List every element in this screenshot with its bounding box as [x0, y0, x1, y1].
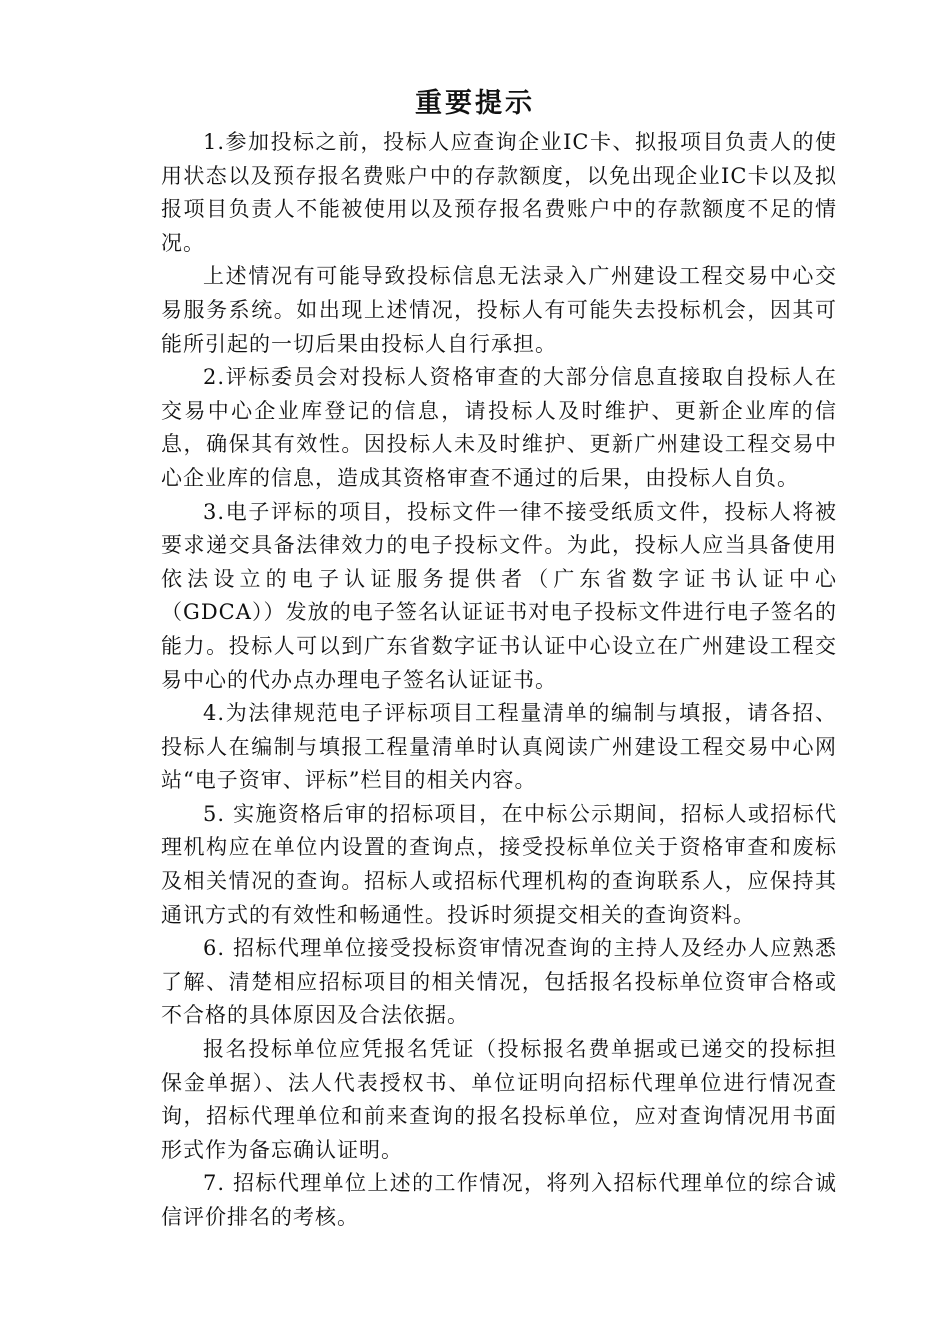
- paragraph-item-4-bill-of-quantities: 4.为法律规范电子评标项目工程量清单的编制与填报，请各招、投标人在编制与填报工程量清单时认真阅读广州建设工程交易中心网站“电子资审、评标”栏目的相关内容。: [161, 701, 837, 793]
- notice-body: [161, 126, 837, 1235]
- paragraph-consequences: 上述情况有可能导致投标信息无法录入广州建设工程交易中心交易服务系统。如出现上述情况，投标人有可能失去投标机会，因其可能所引起的一切后果由投标人自行承担。: [161, 264, 837, 356]
- paragraph-item-2-enterprise-database: 2.评标委员会对投标人资格审查的大部分信息直接取自投标人在交易中心企业库登记的信息，请投标人及时维护、更新企业库的信息，确保其有效性。因投标人未及时维护、更新广州建设工程交易中心企业库的信息，造成其资格审查不通过的后果，由投标人自负。: [161, 365, 837, 490]
- paragraph-inquiry-credentials: 报名投标单位应凭报名凭证（投标报名费单据或已递交的投标担保金单据）、法人代表授权书、单位证明向招标代理单位进行情况查询，招标代理单位和前来查询的报名投标单位，应对查询情况用书面形式作为备忘确认证明。: [161, 1037, 837, 1162]
- paragraph-item-3-electronic-bidding: 3.电子评标的项目，投标文件一律不接受纸质文件，投标人将被要求递交具备法律效力的电子投标文件。为此，投标人应当具备使用依法设立的电子认证服务提供者（广东省数字证书认证中心（GDCA））发放的电子签名认证证书对电子投标文件进行电子签名的能力。投标人可以到广东省数字证书认证中心设立在广州建设工程交易中心的代办点办理电子签名认证证书。: [161, 499, 837, 692]
- paragraph-item-5-post-qualification: 5. 实施资格后审的招标项目，在中标公示期间，招标人或招标代理机构应在单位内设置的查询点，接受投标单位关于资格审查和废标及相关情况的查询。招标人或招标代理机构的查询联系人，应保持其通讯方式的有效性和畅通性。投诉时须提交相关的查询资料。: [161, 801, 837, 927]
- page-title: 重要提示: [415, 88, 535, 119]
- paragraph-item-7-credit-evaluation: 7. 招标代理单位上述的工作情况，将列入招标代理单位的综合诚信评价排名的考核。: [161, 1171, 837, 1229]
- paragraph-item-6-agency-inquiry: 6. 招标代理单位接受投标资审情况查询的主持人及经办人应熟悉了解、清楚相应招标项目的相关情况，包括报名投标单位资审合格或不合格的具体原因及合法依据。: [161, 936, 837, 1028]
- paragraph-item-1-ic-card: 1.参加投标之前，投标人应查询企业IC卡、拟报项目负责人的使用状态以及预存报名费账户中的存款额度，以免出现企业IC卡以及拟报项目负责人不能被使用以及预存报名费账户中的存款额度不足的情况。: [161, 130, 837, 255]
